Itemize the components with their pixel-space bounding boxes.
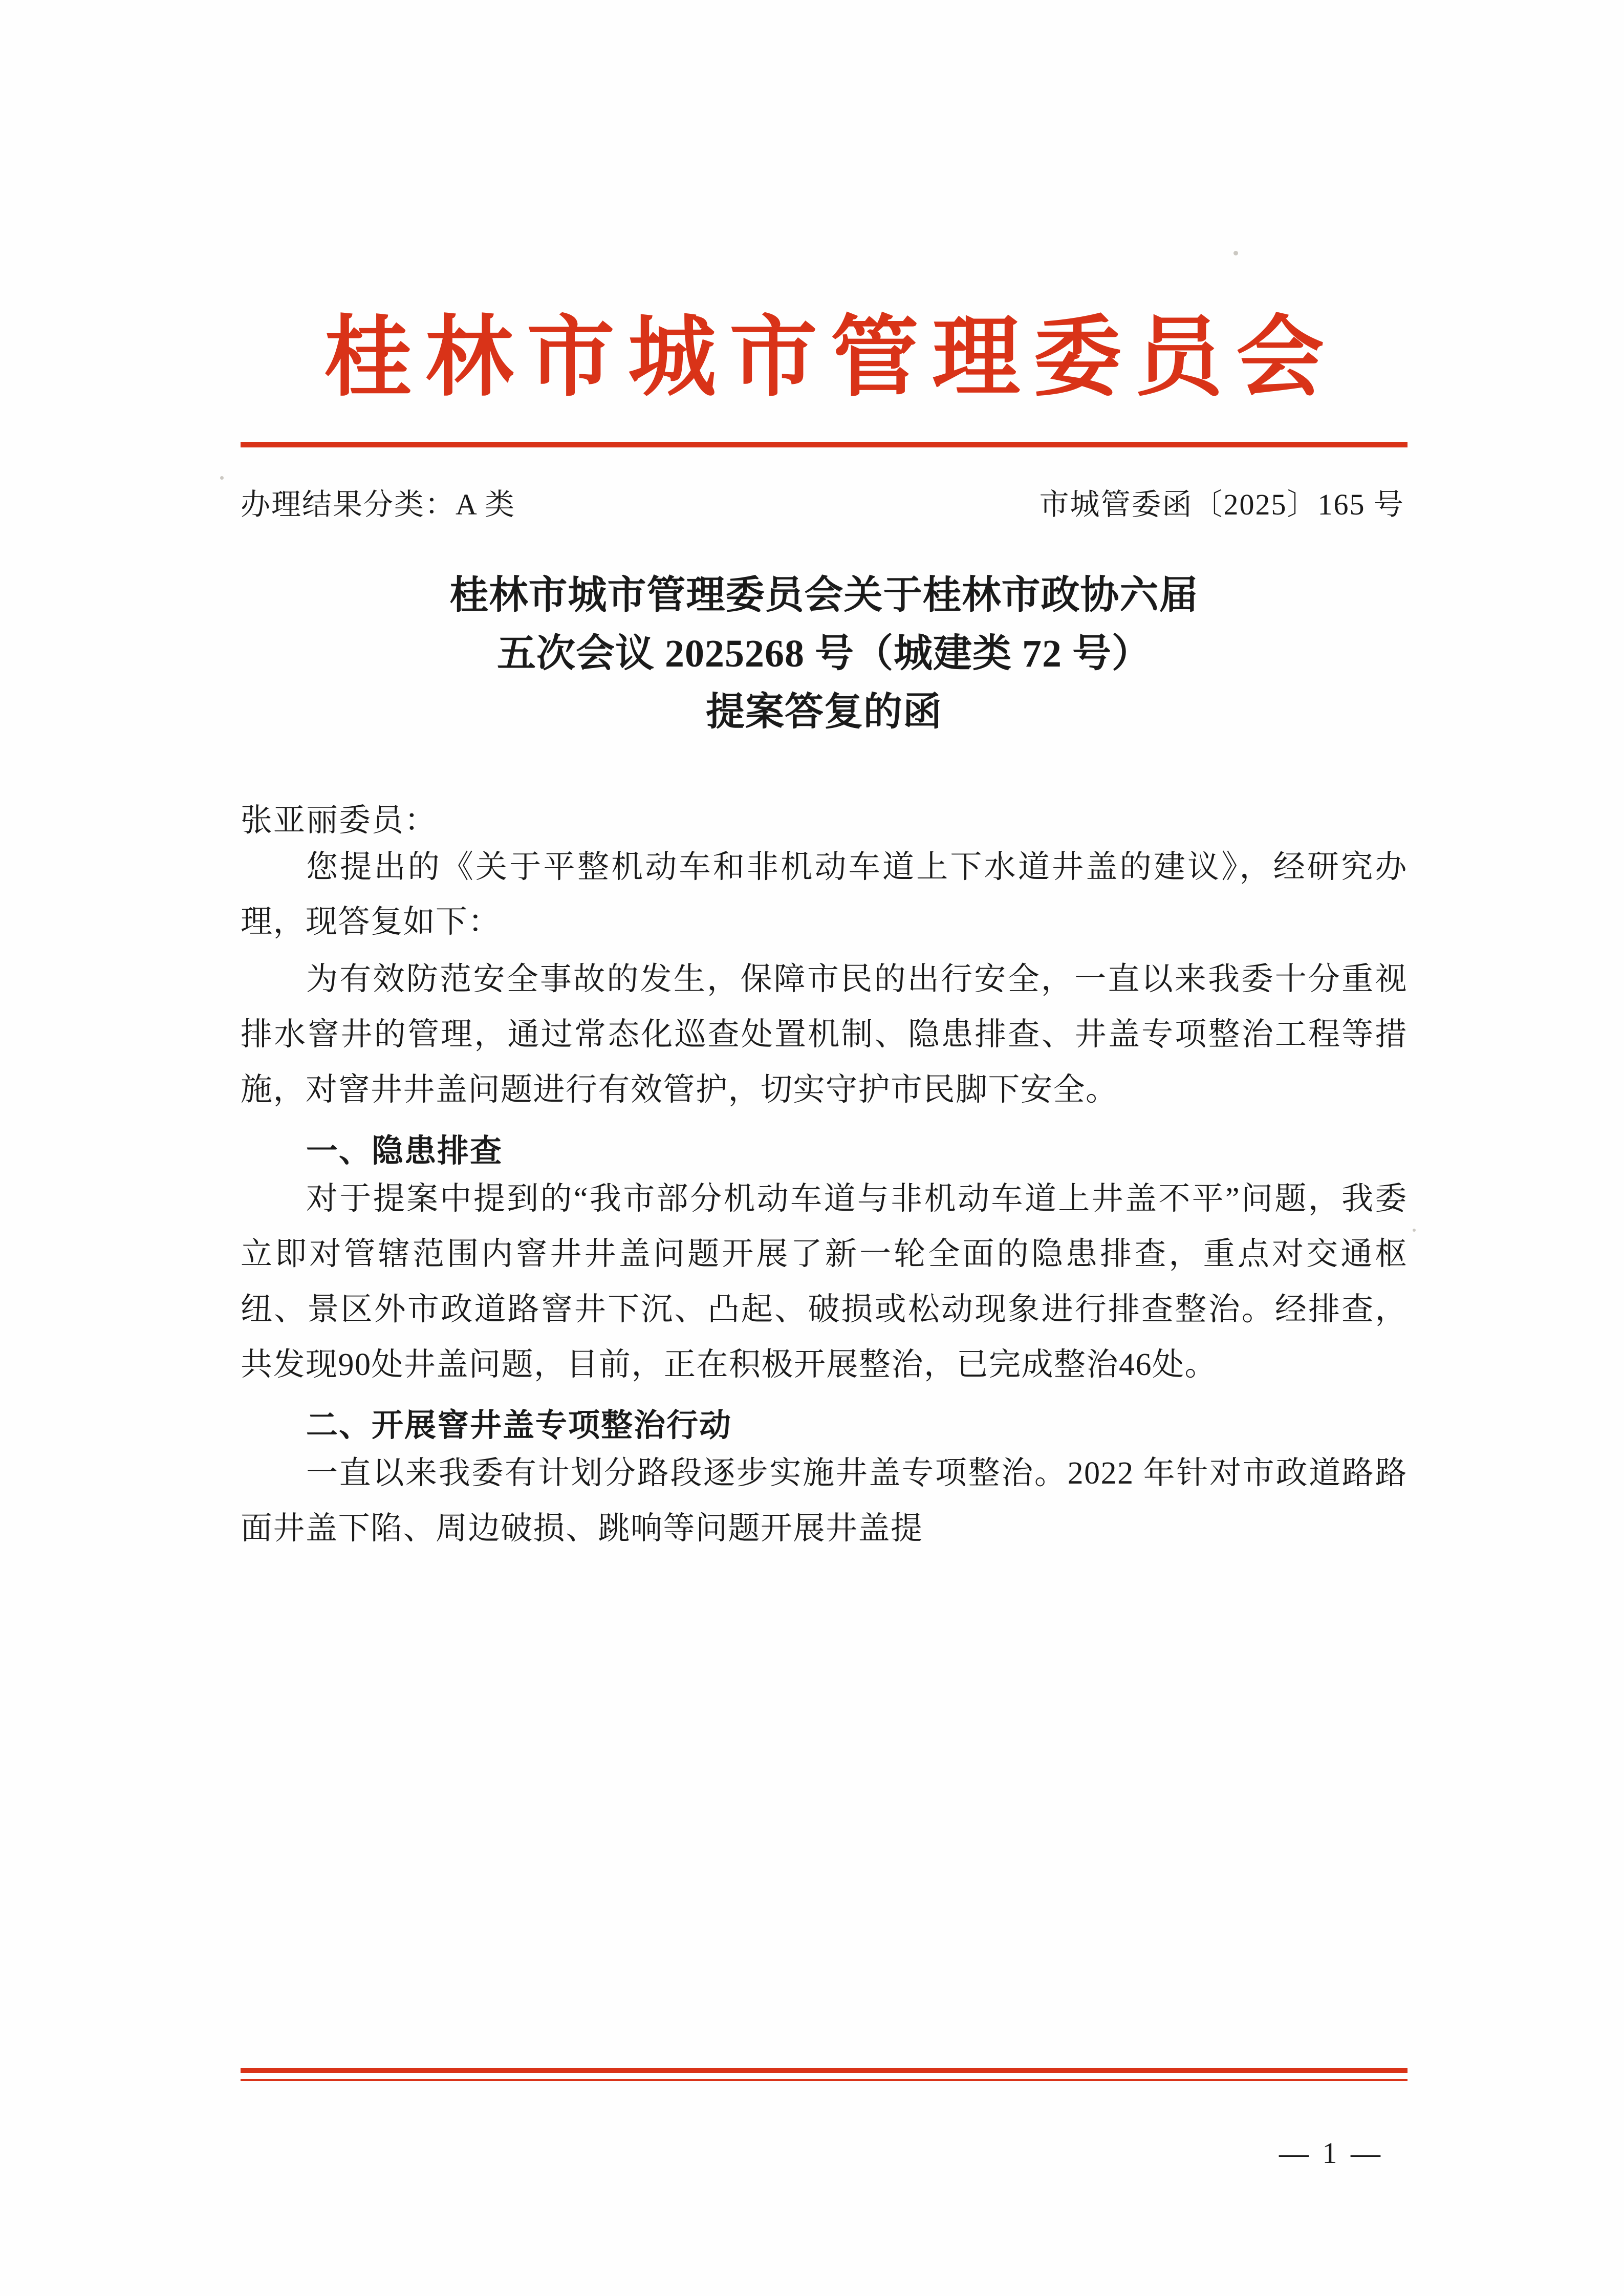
document-number: 市城管委函〔2025〕165 号	[1039, 487, 1404, 521]
document-meta-row	[241, 480, 1408, 523]
page-number: — 1 —	[1279, 2136, 1383, 2170]
page-title-line-2: 五次会议 2025268 号（城建类 72 号）	[497, 632, 1151, 675]
salutation: 张亚丽委员：	[241, 803, 438, 838]
page-title	[241, 566, 1408, 741]
masthead-title: 桂林市城市管理委员会	[324, 310, 1337, 407]
scan-speckle	[220, 476, 224, 480]
footer-divider-thin	[241, 2079, 1408, 2081]
section-1-paragraph-1: 对于提案中提到的“我市部分机动车道与非机动车道上井盖不平”问题，我委立即对管辖范围内窨井井盖问题开展了新一轮全面的隐患排查，重点对交通枢纽、景区外市政道路窨井下沉、凸起、破损或松动现象进行排查整治。经排查，共发现90处井盖问题，目前，正在积极开展整治，已完成整治46处。	[241, 1181, 1408, 1382]
section-heading-1: 一、隐患排查	[306, 1133, 503, 1169]
section-heading-2: 二、开展窨井盖专项整治行动	[306, 1408, 732, 1444]
footer-divider-thick	[241, 2068, 1408, 2073]
page-title-line-3: 提案答复的函	[706, 690, 942, 734]
footer-divider	[241, 2068, 1408, 2081]
masthead-divider	[241, 442, 1408, 447]
paragraph-intro-1: 您提出的《关于平整机动车和非机动车道上下水道井盖的建议》，经研究办理，现答复如下：	[241, 849, 1408, 940]
page-title-line-1: 桂林市城市管理委员会关于桂林市政协六届	[449, 573, 1199, 617]
scan-speckle	[1233, 251, 1238, 255]
result-classification: 办理结果分类：A 类	[241, 487, 516, 521]
scan-speckle	[1413, 1229, 1416, 1232]
paragraph-intro-2: 为有效防范安全事故的发生，保障市民的出行安全，一直以来我委十分重视排水窨井的管理，通过常态化巡查处置机制、隐患排查、井盖专项整治工程等措施，对窨井井盖问题进行有效管护，切实守护市民脚下安全。	[241, 962, 1408, 1108]
document-body	[241, 307, 1408, 1557]
section-2-paragraph-1: 一直以来我委有计划分路段逐步实施井盖专项整治。2022 年针对市政道路路面井盖下陷、周边破损、跳响等问题开展井盖提	[241, 1456, 1408, 1547]
